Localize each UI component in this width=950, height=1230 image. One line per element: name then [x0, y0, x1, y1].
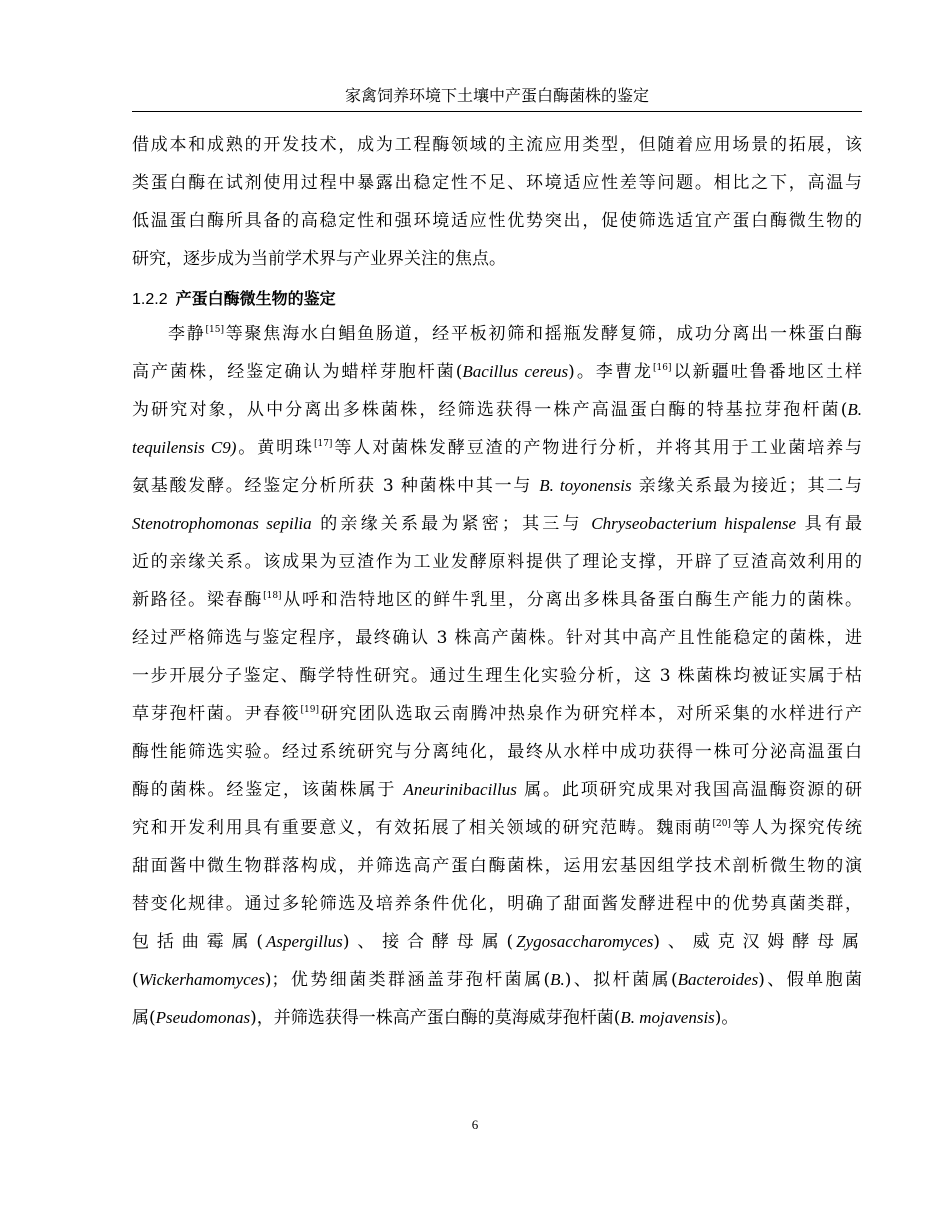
paragraph-line: 属(Pseudomonas)，并筛选获得一株高产蛋白酶的莫海威芽孢杆菌(B. mojavensis)。 [132, 1008, 739, 1028]
running-header: 家禽饲养环境下土壤中产蛋白酶菌株的鉴定 [344, 86, 649, 105]
citation: [18] [263, 591, 282, 601]
intro-line-3: 低温蛋白酶所具备的高稳定性和强环境适应性优势突出，促使筛选适宜产蛋白酶微生物的 [132, 211, 862, 231]
header-rule [132, 111, 862, 112]
intro-line-4: 研究，逐步成为当前学术界与产业界关注的焦点。 [132, 249, 506, 269]
genus-name: Aneurinibacillus [403, 780, 517, 799]
paragraph-line: 高产菌株，经鉴定确认为蜡样芽胞杆菌(Bacillus cereus)。李曹龙[16]以新疆吐鲁番地区土样 [132, 362, 862, 382]
genus-name: Pseudomonas [155, 1008, 251, 1027]
genus-name: Zygosaccharomyces [516, 932, 654, 951]
paragraph-line: 替变化规律。通过多轮筛选及培养条件优化，明确了甜面酱发酵进程中的优势真菌类群， [132, 894, 862, 914]
paragraph-line: 李静[15]等聚焦海水白鲳鱼肠道，经平板初筛和摇瓶发酵复筛，成功分离出一株蛋白酶 [168, 324, 863, 344]
paragraph-line: 甜面酱中微生物群落构成，并筛选高产蛋白酶菌株，运用宏基因组学技术剖析微生物的演 [132, 856, 862, 876]
paragraph-line: tequilensis C9)。黄明珠[17]等人对菌株发酵豆渣的产物进行分析，并将其用于工业菌培养与 [132, 438, 863, 458]
paragraph-line: 酶性能筛选实验。经过系统研究与分离纯化，最终从水样中成功获得一株可分泌高温蛋白 [132, 742, 862, 762]
species-name: Bacillus cereus [462, 362, 569, 381]
section-heading [132, 286, 336, 312]
species-name: B. [847, 400, 862, 419]
citation: [15] [205, 325, 225, 335]
paragraph-line: Stenotrophomonas sepilia 的亲缘关系最为紧密；其三与 Chryseobacterium hispalense 具有最 [132, 514, 863, 534]
paragraph-line: 草芽孢杆菌。尹春筱[19]研究团队选取云南腾冲热泉作为研究样本，对所采集的水样进行产 [132, 704, 863, 724]
genus-name: Wickerhamomyces [138, 970, 265, 989]
paragraph-line: 包括曲霉属(Aspergillus)、接合酵母属(Zygosaccharomyces)、威克汉姆酵母属 [132, 932, 862, 952]
paragraph-line: 究和开发利用具有重要意义，有效拓展了相关领域的研究范畴。魏雨萌[20]等人为探究传统 [132, 818, 863, 838]
paragraph-line: 一步开展分子鉴定、酶学特性研究。通过生理生化实验分析，这 3 株菌株均被证实属于枯 [132, 666, 862, 686]
page-number: 6 [471, 1117, 479, 1132]
genus-name: B. [550, 970, 565, 989]
section-title: 产蛋白酶微生物的鉴定 [175, 289, 336, 308]
paragraph-line: (Wickerhamomyces)；优势细菌类群涵盖芽孢杆菌属(B.)、拟杆菌属(Bacteroides)、假单胞菌 [132, 970, 863, 990]
intro-line-2: 类蛋白酶在试剂使用过程中暴露出稳定性不足、环境适应性差等问题。相比之下，高温与 [132, 173, 862, 193]
citation: [20] [712, 819, 731, 829]
paragraph-line: 酶的菌株。经鉴定，该菌株属于 Aneurinibacillus 属。此项研究成果对我国高温酶资源的研 [132, 780, 863, 800]
species-name: B. mojavensis [620, 1008, 715, 1027]
paragraph-line: 氨基酸发酵。经鉴定分析所获 3 种菌株中其一与 B. toyonensis 亲缘关系最为接近；其二与 [132, 476, 862, 496]
paragraph-line: 经过严格筛选与鉴定程序，最终确认 3 株高产菌株。针对其中高产且性能稳定的菌株，进 [132, 628, 862, 648]
species-name: Chryseobacterium hispalense [591, 514, 797, 533]
citation: [19] [300, 705, 320, 715]
species-name: Stenotrophomonas sepilia [132, 514, 312, 533]
paragraph-line: 新路径。梁春酶[18]从呼和浩特地区的鲜牛乳里，分离出多株具备蛋白酶生产能力的菌株。 [132, 590, 863, 610]
paragraph-line: 为研究对象，从中分离出多株菌株，经筛选获得一株产高温蛋白酶的特基拉芽孢杆菌(B. [132, 400, 862, 420]
genus-name: Bacteroides [677, 970, 759, 989]
citation: [17] [313, 439, 333, 449]
intro-line-1: 借成本和成熟的开发技术，成为工程酶领域的主流应用类型，但随着应用场景的拓展，该 [132, 135, 862, 155]
species-name: B. toyonensis [539, 476, 632, 495]
citation: [16] [653, 363, 672, 373]
genus-name: Aspergillus [265, 932, 343, 951]
paragraph-line: 近的亲缘关系。该成果为豆渣作为工业发酵原料提供了理论支撑，开辟了豆渣高效利用的 [132, 552, 862, 572]
section-number: 1.2.2 [132, 291, 168, 308]
species-name: tequilensis C9) [132, 438, 237, 457]
